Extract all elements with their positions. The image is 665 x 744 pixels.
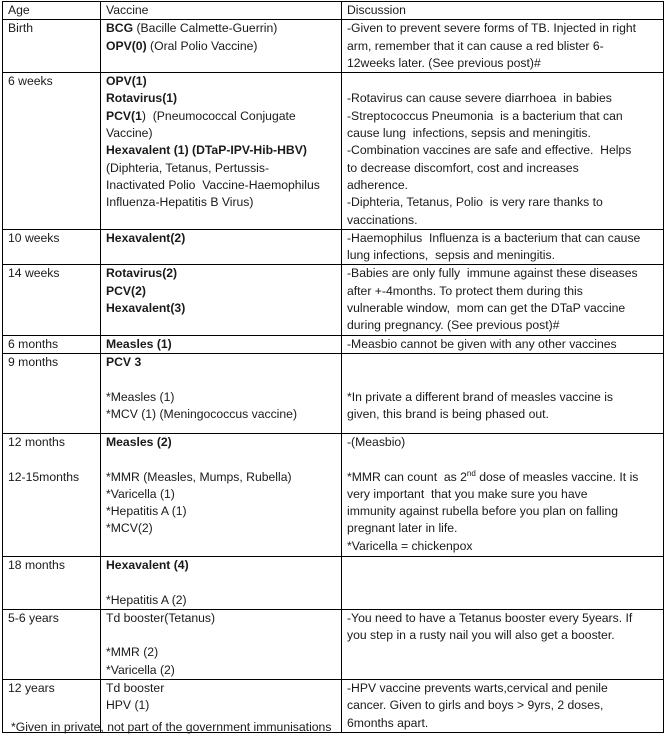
vaccine-detail: (Diphteria, Tetanus, Pertussis- — [106, 160, 270, 175]
table-row — [3, 353, 664, 433]
vaccine-name: PCV(2) — [106, 283, 146, 298]
discussion-line: *MMR can count as 2nd dose of measles vaccine. It is — [347, 468, 639, 484]
discussion-line: -(Measbio) — [347, 434, 406, 449]
age-cell — [3, 353, 101, 433]
age-cell — [3, 265, 101, 335]
discussion-line: immunity against rubella before you plan on falling — [347, 504, 618, 519]
vaccine-line — [106, 486, 336, 503]
vaccine-detail: *MMR (2) — [106, 645, 159, 660]
discussion-line: -Diphteria, Tetanus, Polio is very rare thanks to — [347, 195, 603, 210]
vaccine-line — [106, 503, 336, 520]
age-cell — [3, 73, 101, 230]
discussion-line: -You need to have a Tetanus booster every 5years. If — [347, 610, 633, 625]
vaccine-cell — [101, 609, 342, 679]
age-label: 10 weeks — [8, 230, 60, 245]
discussion-cell — [342, 73, 664, 230]
discussion-line: adherence. — [347, 177, 408, 192]
vaccine-name: Rotavirus(1) — [106, 91, 178, 106]
vaccine-line — [106, 20, 336, 37]
vaccine-line — [106, 371, 336, 388]
vaccine-name: PCV(1 — [106, 108, 142, 123]
vaccine-detail: *MCV (1) (Meningococcus vaccine) — [106, 406, 298, 421]
age-label: 12 months — [8, 434, 65, 449]
vaccine-line — [106, 697, 336, 714]
vaccine-line — [106, 142, 336, 159]
discussion-line: -Combination vaccines are safe and effective. Helps — [347, 143, 632, 158]
table-row — [3, 609, 664, 679]
discussion-cell — [342, 335, 664, 353]
discussion-cell — [342, 20, 664, 73]
discussion-line: given, this brand is being phased out. — [347, 406, 549, 421]
vaccine-cell — [101, 335, 342, 353]
age-cell — [3, 335, 101, 353]
discussion-line: very important that you make sure you have — [347, 486, 588, 501]
vaccine-line — [106, 300, 336, 317]
vaccine-name: Hexavalent(3) — [106, 301, 186, 316]
discussion-line: -Measbio cannot be given with any other vaccines — [347, 336, 617, 351]
age-label: 18 months — [8, 557, 65, 572]
discussion-line: -Streptococcus Pneumonia is a bacterium that can — [347, 108, 623, 123]
vaccine-cell — [101, 433, 342, 556]
discussion-line: vaccinations. — [347, 212, 418, 227]
discussion-line: -HPV vaccine prevents warts,cervical and penile — [347, 681, 608, 696]
vaccine-detail: Inactivated Polio Vaccine-Haemophilus — [106, 177, 320, 192]
vaccine-name: Hexavalent(2) — [106, 230, 186, 245]
vaccine-detail: *Varicella (2) — [106, 662, 175, 677]
vaccine-line — [106, 90, 336, 107]
discussion-line: you step in a rusty nail you will also get a booster. — [347, 628, 615, 643]
discussion-line — [347, 371, 658, 388]
discussion-line: pregnant later in life. — [347, 521, 458, 536]
vaccine-name: OPV(1) — [106, 74, 147, 89]
discussion-line — [347, 354, 658, 371]
vaccine-name: Rotavirus(2) — [106, 266, 178, 281]
discussion-line: cause lung infections, sepsis and meningitis. — [347, 126, 591, 141]
discussion-line: during pregnancy. (See previous post)# — [347, 318, 560, 333]
vaccine-cell — [101, 353, 342, 433]
vaccine-detail: ) (Pneumococcal Conjugate — [141, 108, 296, 123]
discussion-cell — [342, 680, 664, 733]
age-cell — [3, 20, 101, 73]
vaccine-detail: *MMR (Measles, Mumps, Rubella) — [106, 469, 292, 484]
vaccine-line — [106, 265, 336, 282]
vaccine-line — [106, 451, 336, 468]
vaccine-line — [106, 283, 336, 300]
vaccine-line — [106, 644, 336, 661]
vaccine-detail: *MCV(2) — [106, 521, 153, 536]
discussion-line: after +-4months. To protect them during this — [347, 283, 583, 298]
header-row — [3, 2, 664, 20]
vaccine-line — [106, 406, 336, 423]
vaccine-line — [106, 38, 336, 55]
vaccine-detail: Td booster — [106, 681, 165, 696]
vaccine-name: BCG — [106, 21, 134, 36]
vaccine-line — [106, 574, 336, 591]
vaccine-line — [106, 557, 336, 574]
vaccine-cell — [101, 20, 342, 73]
age-label: 12-15months — [8, 469, 80, 484]
discussion-line — [347, 451, 658, 468]
discussion-line: -Haemophilus Influenza is a bacterium that can cause — [347, 230, 641, 245]
vaccine-detail: (Bacille Calmette-Guerrin) — [133, 21, 278, 36]
discussion-cell — [342, 609, 664, 679]
discussion-line: cancer. Given to girls and boys > 9yrs, 2 doses, — [347, 698, 604, 713]
schedule-body — [3, 20, 664, 733]
vaccine-line — [106, 177, 336, 194]
age-label: Birth — [8, 21, 34, 36]
vaccine-name: Hexavalent (1) (DTaP-IPV-Hib-HBV) — [106, 143, 307, 158]
vaccine-detail: HPV (1) — [106, 698, 150, 713]
vaccine-line — [106, 230, 336, 247]
vaccination-schedule-table — [2, 1, 664, 733]
vaccine-line — [106, 354, 336, 371]
discussion-line: -Given to prevent severe forms of TB. Injected in right — [347, 21, 637, 36]
discussion-cell — [342, 229, 664, 265]
discussion-line: 6months apart. — [347, 715, 429, 730]
vaccine-line — [106, 469, 336, 486]
discussion-cell — [342, 265, 664, 335]
header-discussion: Discussion — [342, 2, 664, 20]
table-row — [3, 335, 664, 353]
header-vaccine: Vaccine — [101, 2, 342, 20]
vaccine-detail: *Varicella (1) — [106, 486, 175, 501]
ordinal-superscript: nd — [466, 468, 476, 478]
discussion-line: *Varicella = chickenpox — [347, 538, 473, 553]
header-age: Age — [3, 2, 101, 20]
vaccine-line — [106, 336, 336, 353]
age-cell — [3, 556, 101, 609]
vaccine-line — [106, 108, 336, 125]
discussion-line: to decrease discomfort, cost and increases — [347, 160, 579, 175]
age-label: 6 months — [8, 336, 59, 351]
age-cell — [3, 433, 101, 556]
age-cell — [3, 609, 101, 679]
vaccine-name: PCV 3 — [106, 354, 142, 369]
vaccine-line — [106, 434, 336, 451]
vaccine-line — [106, 662, 336, 679]
table-row — [3, 229, 664, 265]
discussion-line: -Babies are only fully immune against these diseases — [347, 266, 638, 281]
vaccine-detail: Vaccine) — [106, 126, 153, 141]
vaccine-detail: *Measles (1) — [106, 389, 175, 404]
vaccine-cell — [101, 229, 342, 265]
vaccine-line — [106, 160, 336, 177]
vaccine-detail: (Oral Polio Vaccine) — [146, 38, 258, 53]
vaccine-detail: *Hepatitis A (1) — [106, 504, 187, 519]
age-label: 14 weeks — [8, 266, 60, 281]
table-row — [3, 73, 664, 230]
discussion-line: -Rotavirus can cause severe diarrhoea in babies — [347, 91, 612, 106]
discussion-cell — [342, 556, 664, 609]
age-label: 12 years — [8, 681, 55, 696]
table-row — [3, 265, 664, 335]
discussion-line: arm, remember that it can cause a red blister 6- — [347, 38, 604, 53]
table-row — [3, 556, 664, 609]
vaccine-cell — [101, 556, 342, 609]
vaccine-name: OPV(0) — [106, 38, 147, 53]
vaccine-line — [106, 125, 336, 142]
vaccine-detail: *Hepatitis A (2) — [106, 592, 187, 607]
vaccine-line — [106, 680, 336, 697]
vaccine-name: Measles (1) — [106, 336, 172, 351]
vaccine-name: Hexavalent (4) — [106, 557, 189, 572]
discussion-cell — [342, 353, 664, 433]
discussion-line: lung infections, sepsis and meningitis. — [347, 248, 555, 263]
vaccine-name: Measles (2) — [106, 434, 172, 449]
discussion-line: 12weeks later. (See previous post)# — [347, 55, 541, 70]
vaccine-line — [106, 610, 336, 627]
vaccine-line — [106, 73, 336, 90]
table-row — [3, 433, 664, 556]
age-label: 5-6 years — [8, 610, 59, 625]
table-row — [3, 20, 664, 73]
age-label: 9 months — [8, 354, 59, 369]
age-cell — [3, 229, 101, 265]
vaccine-cell — [101, 73, 342, 230]
discussion-line — [347, 73, 658, 90]
vaccine-line — [106, 627, 336, 644]
vaccine-detail: Td booster(Tetanus) — [106, 610, 216, 625]
age-label: 6 weeks — [8, 74, 53, 89]
discussion-cell — [342, 433, 664, 556]
age-label — [8, 451, 95, 468]
vaccine-line — [106, 389, 336, 406]
vaccine-line — [106, 520, 336, 537]
discussion-line: vulnerable window, mom can get the DTaP vaccine — [347, 301, 626, 316]
vaccine-detail: Influenza-Hepatitis B Virus) — [106, 195, 254, 210]
vaccine-line — [106, 194, 336, 211]
vaccine-cell — [101, 265, 342, 335]
footnote: *Given in private, not part of the government immunisations — [11, 720, 332, 734]
vaccine-line — [106, 592, 336, 609]
discussion-line: *In private a different brand of measles vaccine is — [347, 389, 614, 404]
